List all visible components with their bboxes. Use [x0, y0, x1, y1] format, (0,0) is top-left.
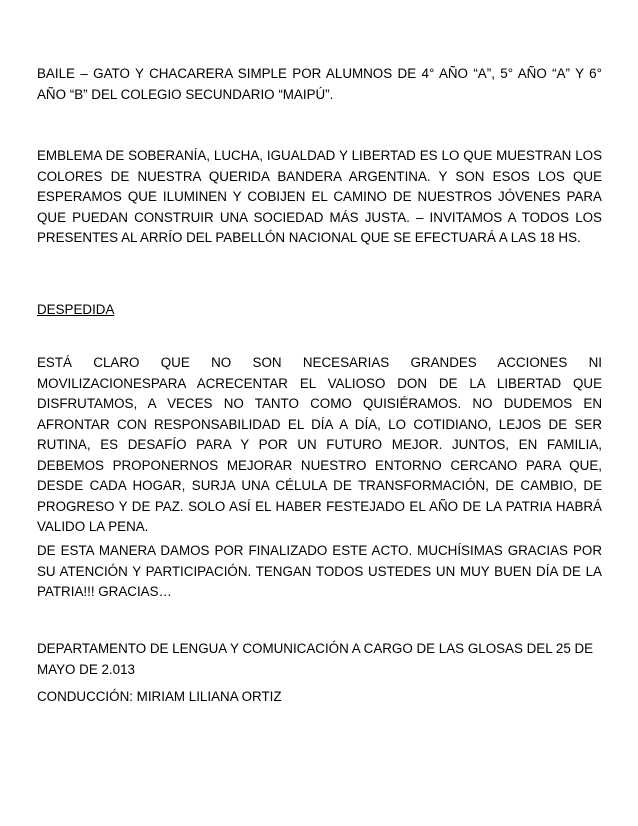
paragraph-baile: BAILE – GATO Y CHACARERA SIMPLE POR ALUMNOS DE 4° AÑO “A”, 5° AÑO “A” Y 6° AÑO “B” DEL COLEGIO SECUNDARIO “MAIPÚ”.: [37, 66, 602, 102]
document-page: [37, 0, 602, 826]
heading-despedida: [37, 300, 602, 321]
heading-despedida-text: DESPEDIDA: [37, 302, 115, 317]
paragraph-departamento: DEPARTAMENTO DE LENGUA Y COMUNICACIÓN A CARGO DE LAS GLOSAS DEL 25 DE MAYO DE 2.013: [37, 641, 594, 677]
paragraph-emblema: EMBLEMA DE SOBERANÍA, LUCHA, IGUALDAD Y LIBERTAD ES LO QUE MUESTRAN LOS COLORES DE NUESTRA QUERIDA BANDERA ARGENTINA. Y SON ESOS LOS QUE ESPERAMOS QUE ILUMINEN Y COBIJEN EL CAMINO DE NUESTROS JÓVENES PARA QUE PUEDAN CONSTRUIR UNA SOCIEDAD MÁS JUSTA. – INVITAMOS A TODOS LOS PRESENTES AL ARRÍO DEL PABELLÓN NACIONAL QUE SE EFECTUARÁ A LAS 18 HS.: [37, 148, 602, 245]
paragraph-conduccion: CONDUCCIÓN: MIRIAM LILIANA ORTIZ: [37, 689, 282, 704]
paragraph-cierre: DE ESTA MANERA DAMOS POR FINALIZADO ESTE ACTO. MUCHÍSIMAS GRACIAS POR SU ATENCIÓN Y PARTICIPACIÓN. TENGAN TODOS USTEDES UN MUY BUEN DÍA DE LA PATRIA!!! GRACIAS…: [37, 543, 602, 599]
paragraph-despedida: ESTÁ CLARO QUE NO SON NECESARIAS GRANDES ACCIONES NI MOVILIZACIONESPARA ACRECENTAR EL VALIOSO DON DE LA LIBERTAD QUE DISFRUTAMOS, A VECES NO TANTO COMO QUISIÉRAMOS. NO DUDEMOS EN AFRONTAR CON RESPONSABILIDAD EL DÍA A DÍA, LO COTIDIANO, LEJOS DE SER RUTINA, ES DESAFÍO PARA Y POR UN FUTURO MEJOR. JUNTOS, EN FAMILIA, DEBEMOS PROPONERNOS MEJORAR NUESTRO ENTORNO CERCANO PARA QUE, DESDE CADA HOGAR, SURJA UNA CÉLULA DE TRANSFORMACIÓN, DE CAMBIO, DE PROGRESO Y DE PAZ. SOLO ASÍ EL HABER FESTEJADO EL AÑO DE LA PATRIA HABRÁ VALIDO LA PENA.: [37, 355, 602, 534]
